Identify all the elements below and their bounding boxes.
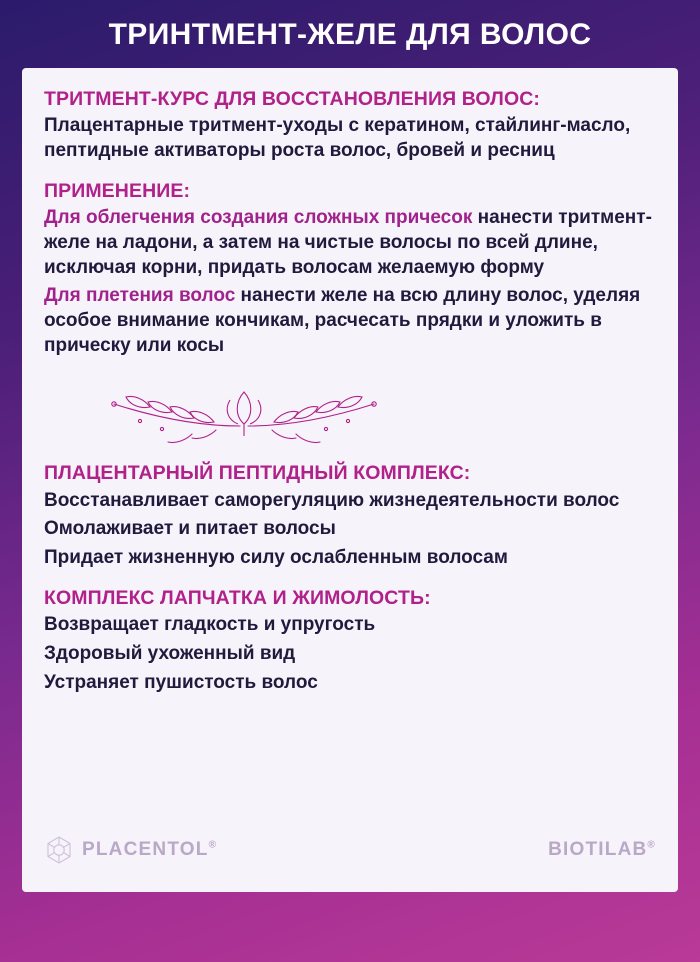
section-cinquefoil-honeysuckle-complex xyxy=(44,587,656,695)
section-paragraph: Плацентарные тритмент-уходы с кератином, стайлинг-масло, пептидные активаторы роста волос, бровей и ресниц xyxy=(44,115,631,162)
section-paragraph: Здоровый ухоженный вид xyxy=(44,642,296,664)
section-treatment-course xyxy=(44,88,656,164)
section-heading: ПРИМЕНЕНИЕ: xyxy=(44,179,191,202)
content-card xyxy=(22,68,678,892)
section-paragraph xyxy=(44,206,656,280)
section-heading: ТРИТМЕНТ-КУРС ДЛЯ ВОССТАНОВЛЕНИЯ ВОЛОС: xyxy=(44,88,541,110)
paragraph-accent-lead: Для плетения волос xyxy=(44,285,236,307)
section-application xyxy=(44,180,656,359)
section-paragraph: Возвращает гладкость и упругость xyxy=(44,614,376,636)
placentol-hex-icon xyxy=(44,835,74,865)
brand-biotilab: BIOTILAB® xyxy=(548,839,656,860)
brand-placentol xyxy=(44,835,217,865)
floral-branch-ornament xyxy=(44,374,656,444)
section-paragraph xyxy=(44,284,656,358)
section-paragraph: Придает жизненную силу ослабленным волосам xyxy=(44,547,508,569)
section-paragraph: Омолаживает и питает волосы xyxy=(44,518,336,540)
section-paragraph: Устраняет пушистость волос xyxy=(44,671,318,693)
paragraph-rest: нанести желе на всю длину волос, уделяя особое внимание кончикам, расчесать прядки и уложить в прическу или косы xyxy=(44,285,641,356)
paragraph-accent-lead: Для облегчения создания сложных причесок xyxy=(44,207,473,229)
content-scroll xyxy=(44,88,656,848)
paragraph-rest: нанести тритмент-желе на ладони, а затем на чистые волосы по всей длине, исключая корни, придать волосам желаемую форму xyxy=(44,207,652,278)
section-heading: ПЛАЦЕНТАРНЫЙ ПЕПТИДНЫЙ КОМПЛЕКС: xyxy=(44,462,471,485)
registered-mark: ® xyxy=(208,839,218,851)
page-title: ТРИНТМЕНТ-ЖЕЛЕ ДЛЯ ВОЛОС xyxy=(108,18,592,51)
registered-mark: ® xyxy=(647,839,656,851)
section-heading: КОМПЛЕКС ЛАПЧАТКА И ЖИМОЛОСТЬ: xyxy=(44,586,431,609)
section-placental-peptide-complex xyxy=(44,462,656,570)
footer xyxy=(22,830,678,870)
brand-placentol-label: PLACENTOL® xyxy=(82,839,218,860)
section-paragraph: Восстанавливает саморегуляцию жизнедеятельности волос xyxy=(44,489,620,511)
